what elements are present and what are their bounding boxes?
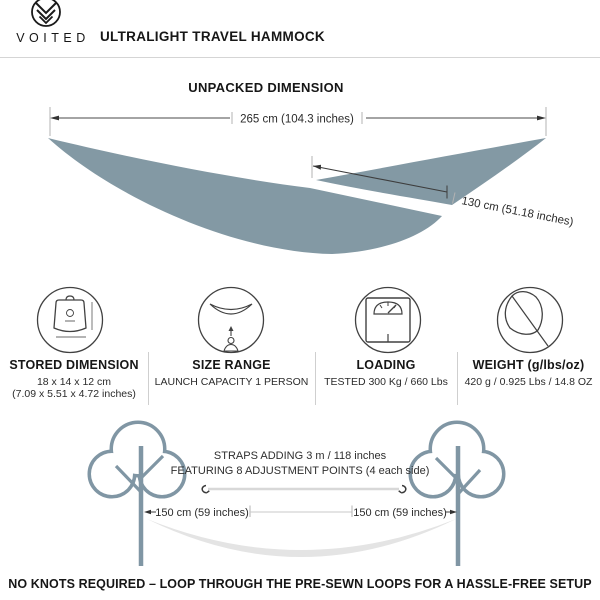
straps-line1: STRAPS ADDING 3 m / 118 inches xyxy=(213,450,387,462)
spec-size-range xyxy=(148,358,315,388)
brand-name: VOITED xyxy=(16,31,90,45)
right-strap-length-label: 150 cm (59 inches) xyxy=(353,507,447,519)
spec-loading xyxy=(315,358,457,388)
spec-value: LAUNCH CAPACITY 1 PERSON xyxy=(154,376,309,388)
spec-stored-dimension xyxy=(0,358,148,400)
depth-dimension-label: 130 cm (51.18 inches) xyxy=(460,195,575,229)
spec-weight xyxy=(457,358,600,388)
column-divider xyxy=(457,352,458,405)
straps-annotation xyxy=(150,449,450,478)
spec-value: 420 g / 0.925 Lbs / 14.8 OZ xyxy=(464,376,593,388)
left-tree xyxy=(91,424,183,566)
spec-value: TESTED 300 Kg / 660 Lbs xyxy=(324,376,448,388)
setup-diagram xyxy=(0,418,600,578)
hung-hammock-shape xyxy=(147,519,456,557)
strap-line xyxy=(202,486,406,493)
footer-note: NO KNOTS REQUIRED – LOOP THROUGH THE PRE-SEWN LOOPS FOR A HASSLE-FREE SETUP xyxy=(8,577,592,591)
carabiner-icon xyxy=(399,486,406,493)
voited-logo-icon xyxy=(26,0,66,30)
unpacked-dimension-heading: UNPACKED DIMENSION xyxy=(188,80,344,95)
width-dimension-label: 265 cm (104.3 inches) xyxy=(240,113,354,126)
spec-title: LOADING xyxy=(356,358,416,372)
spec-icon-row xyxy=(0,286,600,356)
spec-title: SIZE RANGE xyxy=(192,358,271,372)
spec-value-alt: (7.09 x 5.51 x 4.72 inches) xyxy=(12,388,136,400)
page-title: ULTRALIGHT TRAVEL HAMMOCK xyxy=(100,29,325,44)
width-dimension xyxy=(50,107,546,136)
left-strap-length-label: 150 cm (59 inches) xyxy=(155,507,249,519)
feather-icon xyxy=(498,288,563,353)
hammock-back-panel xyxy=(316,138,546,205)
spec-title: STORED DIMENSION xyxy=(9,358,139,372)
scale-icon xyxy=(356,288,421,353)
straps-line2: FEATURING 8 ADJUSTMENT POINTS (4 each side) xyxy=(170,464,430,477)
spec-value: 18 x 14 x 12 cm xyxy=(36,376,112,388)
unpacked-hammock-diagram xyxy=(0,100,600,275)
spec-title: WEIGHT (g/lbs/oz) xyxy=(472,358,585,372)
column-divider xyxy=(315,352,316,405)
column-divider xyxy=(148,352,149,405)
right-tree xyxy=(412,424,502,566)
strap-length-dimensions xyxy=(144,506,457,520)
header xyxy=(0,0,600,58)
hammock-front-panel xyxy=(48,138,442,254)
stuff-sack-icon xyxy=(38,288,103,353)
hammock-capacity-icon xyxy=(199,288,264,353)
